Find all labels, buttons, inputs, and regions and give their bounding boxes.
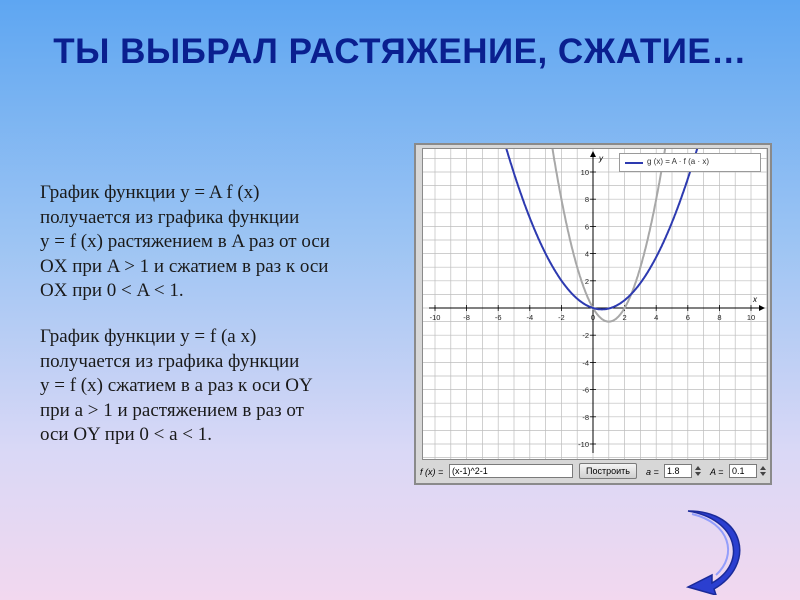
text-line: y = f (x) сжатием в a раз к оси OY: [40, 375, 313, 396]
fx-label: f (x) =: [420, 467, 444, 477]
compress-description: [40, 325, 410, 448]
A-label: A =: [710, 467, 724, 477]
text-line: График функции y = f (a x): [40, 326, 257, 347]
A-input[interactable]: [729, 464, 757, 478]
A-spinner-icon[interactable]: [759, 464, 767, 478]
text-line: График функции y = A f (x): [40, 182, 260, 203]
y-axis-arrow: [590, 151, 596, 157]
x-tick-label: -2: [558, 313, 565, 322]
plot-area: [422, 148, 768, 460]
text-line: OX при A > 1 и сжатием в раз к оси: [40, 255, 329, 277]
y-tick-label: 6: [584, 222, 589, 232]
text-line: оси OY при 0 < a < 1.: [40, 424, 213, 445]
x-tick-label: -8: [463, 313, 470, 322]
text-line: получается из графика функции: [40, 350, 300, 372]
text-line: при a > 1 и растяжением в раз от: [40, 399, 304, 421]
legend-label: g (x) = A · f (a · x): [647, 157, 710, 166]
back-arrow-icon[interactable]: [682, 505, 744, 595]
x-tick-label: 0: [590, 313, 596, 322]
x-axis-label: x: [753, 295, 757, 304]
a-input[interactable]: [664, 464, 692, 478]
x-tick-label: 2: [622, 313, 627, 322]
x-tick-label: -4: [526, 313, 534, 322]
graph-applet: [414, 143, 772, 485]
text-line: y = f (x) растяжением в A раз от оси: [40, 231, 330, 252]
x-tick-label: 6: [685, 313, 690, 322]
y-tick-label: 10: [580, 168, 589, 177]
stretch-description: [40, 181, 410, 304]
fx-input[interactable]: [449, 464, 573, 478]
y-tick-label: 4: [584, 249, 589, 259]
text-line: OX при 0 < A < 1.: [40, 280, 184, 301]
a-label: a =: [646, 467, 659, 477]
page-title: ТЫ ВЫБРАЛ РАСТЯЖЕНИЕ, СЖАТИЕ…: [53, 32, 747, 71]
function-plot: [423, 149, 767, 459]
x-axis-arrow: [759, 305, 765, 311]
x-tick-label: -6: [494, 313, 502, 322]
y-tick-label: -8: [582, 412, 589, 422]
y-axis-label: y: [599, 154, 603, 163]
legend-swatch: [625, 162, 643, 164]
control-bar: [418, 463, 768, 481]
series-g-line: [506, 149, 699, 309]
y-tick-label: -2: [582, 331, 589, 341]
x-tick-label: 4: [654, 313, 659, 322]
legend: [619, 153, 761, 172]
x-tick-label: 10: [746, 313, 756, 322]
a-spinner-icon[interactable]: [694, 464, 702, 478]
build-button[interactable]: Построить: [579, 463, 637, 479]
x-tick-label: 8: [717, 313, 722, 322]
y-tick-label: 2: [584, 276, 589, 286]
y-tick-label: -10: [578, 440, 589, 449]
y-tick-label: -4: [582, 358, 589, 368]
y-tick-label: -6: [582, 385, 589, 395]
text-line: получается из графика функции: [40, 206, 300, 228]
y-tick-label: 8: [584, 195, 589, 205]
x-tick-label: -10: [429, 313, 441, 322]
